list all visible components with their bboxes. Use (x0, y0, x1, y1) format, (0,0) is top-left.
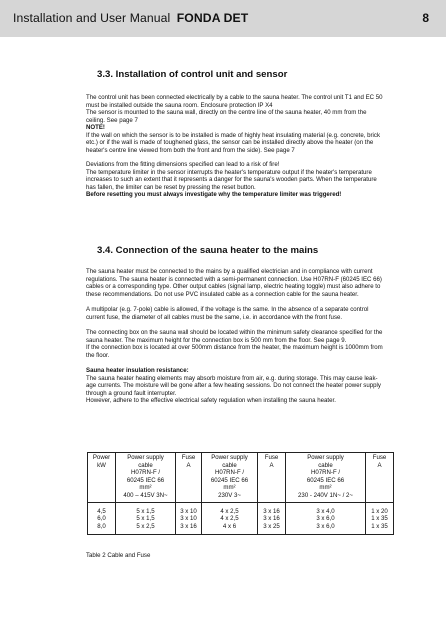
data-cell-fuse-400v (176, 502, 202, 535)
header-text: mm² (223, 484, 236, 492)
data-cell-cable-400v (116, 502, 176, 535)
cable-fuse-table (87, 452, 394, 535)
manual-title: Installation and User Manual (13, 11, 171, 25)
cell-text: 5 x 1,5 (136, 507, 155, 515)
header-text: Fuse (264, 454, 279, 461)
data-cell-fuse-single-phase (366, 502, 394, 535)
text-line: etc.) or if the wall is made of toughened glass, the sensor can be installed directly above the heater (on the (86, 139, 374, 146)
text-line: The sauna heater must be connected to the mains by a qualified electrician and in compliance with current (86, 268, 373, 275)
text-line: If the wall on which the sensor is to be installed is made of highly heat insulating material (e.g. concrete, brick (86, 131, 381, 139)
text-line: The sensor is mounted to the sauna wall, directly on the centre line of the sauna heater, 40 mm from the (86, 109, 367, 116)
header-cell-cable-single-phase (286, 453, 366, 503)
insulation-title: Sauna heater insulation resistance: (86, 367, 189, 374)
table-header-row (88, 453, 394, 503)
header-text: A (377, 461, 382, 469)
text-line: The sauna heater heating elements may absorb moisture from air, e.g. during storage. This may cause leak- (86, 374, 378, 382)
text-line: A multipolar (e.g. 7-pole) cable is allowed, if the voltage is the same. In the absence of a separate control (86, 306, 369, 313)
page-header (0, 0, 446, 37)
header-text: mm² (319, 484, 332, 492)
cell-text: 1 x 20 (371, 507, 388, 515)
text-line: heater's centre line viewed from both the front and from the side). See page 7 (86, 146, 295, 154)
cell-text: 3 x 4,0 (316, 507, 335, 515)
table-data-row (88, 502, 394, 535)
cell-text: 3 x 6,0 (316, 522, 335, 530)
text-line: increases to such an extent that it represents a danger for the sauna's wooden parts. When the temperature (86, 176, 377, 183)
paragraph-connecting-box (86, 329, 426, 359)
text-line: current fuse, the diameter of all cables must be the same, i.e. in accordance with the front fuse. (86, 313, 343, 321)
cell-text: 3 x 16 (263, 515, 280, 523)
header-text: mm² (139, 484, 152, 492)
model-name: FONDA DET (176, 11, 249, 25)
paragraph-control-unit (86, 94, 426, 154)
page-number: 8 (422, 11, 429, 25)
cell-text: 1 x 35 (371, 515, 388, 523)
reset-warning: Before resetting you must always investigate why the temperature limiter was triggered! (86, 191, 342, 198)
header-text: Power supply (307, 454, 344, 461)
header-cell-fuse-400v (176, 453, 202, 503)
cell-text: 1 x 35 (371, 522, 388, 530)
cell-text: 3 x 10 (180, 515, 197, 523)
text-line: The temperature limiter in the sensor interrupts the heater's temperature output if the heater's temperature (86, 168, 372, 176)
cell-text: 4 x 6 (222, 522, 237, 530)
header-text: 230 - 240V 1N~ / 2~ (298, 491, 353, 499)
cell-text: 3 x 16 (180, 522, 197, 530)
header-text: H07RN-F / (310, 469, 341, 477)
header-title (13, 11, 248, 25)
text-line: The connecting box on the sauna wall should be located within the minimum safety clearance specified for the (86, 329, 383, 336)
section-heading-mains: 3.4. Connection of the sauna heater to the mains (97, 245, 319, 256)
header-text: cable (222, 461, 237, 469)
table-body (88, 453, 394, 535)
header-text: 400 – 415V 3N~ (123, 491, 168, 499)
text-line: The control unit has been connected electrically by a cable to the sauna heater. The control unit T1 and EC 50 (86, 94, 383, 101)
cell-text: 4,5 (97, 507, 106, 515)
text-line: ceiling. See page 7 (86, 116, 138, 124)
cell-text: 5 x 1,5 (136, 515, 155, 523)
text-line: However, adhere to the effective electrical safety regulation when installing the sauna heater. (86, 397, 336, 404)
text-line: regulations. The sauna heater is connected with a semi-permanent connection. Use H07RN-F (60245 IEC 66) (86, 275, 382, 283)
header-cell-cable-400v (116, 453, 176, 503)
data-cell-cable-230v (202, 502, 258, 535)
text-line: Deviations from the fitting dimensions specified can lead to a risk of fire! (86, 161, 280, 168)
header-text: H07RN-F / (214, 469, 245, 477)
text-line: has fallen, the limiter can be reset by pressing the reset button. (86, 183, 256, 191)
header-text: 60245 IEC 66 (126, 476, 165, 484)
header-cell-cable-230v (202, 453, 258, 503)
text-line: through a ground fault interrupter. (86, 389, 177, 397)
table-caption: Table 2 Cable and Fuse (86, 552, 151, 559)
note-label: NOTE! (86, 124, 105, 131)
header-text: Power supply (211, 454, 248, 461)
data-cell-cable-single-phase (286, 502, 366, 535)
data-cell-fuse-230v (258, 502, 286, 535)
text-line: these recommendations. Do not use PVC insulated cable as a connection cable for the sauna heater. (86, 290, 359, 298)
text-line: If the connection box is located at over 500mm distance from the heater, the maximum height is 1000mm from (86, 344, 383, 351)
section-heading-control-unit: 3.3. Installation of control unit and sensor (97, 69, 288, 80)
header-text: Power (92, 454, 111, 461)
header-text: 230V 3~ (218, 491, 241, 499)
header-cell-power (88, 453, 116, 503)
header-text: A (186, 461, 191, 469)
text-line: age currents. The moisture will be gone after a few heating sessions. Do not connect the heater power supply (86, 382, 381, 389)
header-text: 60245 IEC 66 (210, 476, 249, 484)
header-text: 60245 IEC 66 (306, 476, 345, 484)
header-text: Power supply (127, 454, 164, 461)
header-text: kW (97, 461, 106, 469)
paragraph-mains-connection (86, 268, 426, 298)
text-line: cables or a corresponding type. Other output cables (signal lamp, electric heating toggle) must also adhere to (86, 283, 381, 290)
header-text: cable (318, 461, 333, 469)
cell-text: 6,0 (97, 515, 106, 523)
data-cell-power (88, 502, 116, 535)
cell-text: 4 x 2,5 (220, 515, 239, 523)
header-text: A (269, 461, 274, 469)
header-cell-fuse-single-phase (366, 453, 394, 503)
cell-text: 3 x 10 (180, 507, 197, 515)
header-text: cable (138, 461, 153, 469)
header-text: Fuse (372, 454, 387, 461)
paragraph-fire-risk (86, 161, 426, 199)
cell-text: 5 x 2,5 (136, 522, 155, 530)
paragraph-insulation (86, 367, 426, 405)
cell-text: 3 x 6,0 (316, 515, 335, 523)
cell-text: 3 x 16 (263, 507, 280, 515)
text-line: the floor. (86, 351, 110, 359)
header-cell-fuse-230v (258, 453, 286, 503)
cell-text: 4 x 2,5 (220, 507, 239, 515)
text-line: must be installed outside the sauna room. Enclosure protection IP X4 (86, 101, 273, 109)
header-text: Fuse (181, 454, 196, 461)
header-text: H07RN-F / (130, 469, 161, 477)
cell-text: 8,0 (97, 522, 106, 530)
paragraph-multipolar (86, 306, 426, 321)
text-line: sauna heater. The maximum height for the connection box is 500 mm from the floor. See page 9. (86, 336, 347, 344)
cell-text: 3 x 25 (263, 522, 280, 530)
